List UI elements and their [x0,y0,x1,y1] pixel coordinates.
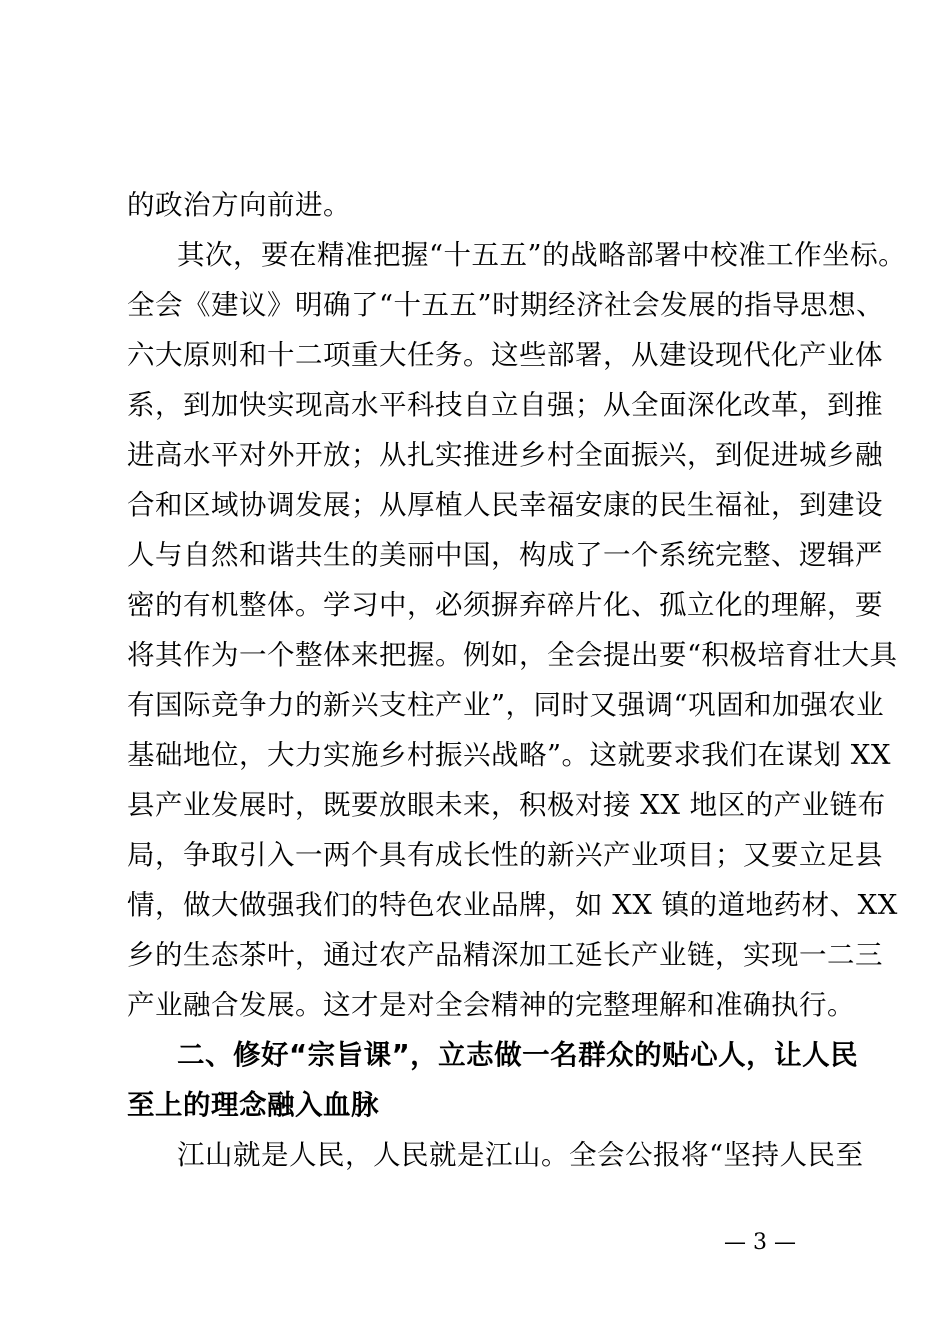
paragraph-line: 全会《建议》明确了“十五五”时期经济社会发展的指导思想、 [127,289,885,321]
paragraph-line: 乡的生态茶叶，通过农产品精深加工延长产业链，实现一二三 [127,939,883,971]
paragraph-line: 有国际竞争力的新兴支柱产业”，同时又强调“巩固和加强农业 [127,689,885,721]
paragraph-line: 六大原则和十二项重大任务。这些部署，从建设现代化产业体 [127,339,883,371]
paragraph-line: 局，争取引入一两个具有成长性的新兴产业项目；又要立足县 [127,839,883,871]
paragraph-line: 基础地位，大力实施乡村振兴战略”。这就要求我们在谋划 XX [127,739,891,771]
paragraph-line: 密的有机整体。学习中，必须摒弃碎片化、孤立化的理解，要 [127,589,883,621]
paragraph-line: 进高水平对外开放；从扎实推进乡村全面振兴，到促进城乡融 [127,439,883,471]
section-heading-line: 二、修好“宗旨课”，立志做一名群众的贴心人，让人民 [177,1039,859,1071]
paragraph-line: 人与自然和谐共生的美丽中国，构成了一个系统完整、逻辑严 [127,539,883,571]
paragraph-line: 系，到加快实现高水平科技自立自强；从全面深化改革，到推 [127,389,883,421]
paragraph-line: 合和区域协调发展；从厚植人民幸福安康的民生福祉，到建设 [127,489,883,521]
paragraph-line: 将其作为一个整体来把握。例如，全会提出要“积极培育壮大具 [127,639,898,671]
paragraph-line: 的政治方向前进。 [127,189,351,221]
section-heading-line: 至上的理念融入血脉 [127,1089,379,1121]
paragraph-line: 产业融合发展。这才是对全会精神的完整理解和准确执行。 [127,989,855,1021]
page-number: — 3 — [724,1230,796,1255]
paragraph-line: 其次，要在精准把握“十五五”的战略部署中校准工作坐标。 [177,239,907,271]
paragraph-line: 县产业发展时，既要放眼未来，积极对接 XX 地区的产业链布 [127,789,886,821]
paragraph-line: 情，做大做强我们的特色农业品牌，如 XX 镇的道地药材、XX [127,889,898,921]
paragraph-line: 江山就是人民，人民就是江山。全会公报将“坚持人民至 [177,1139,864,1171]
